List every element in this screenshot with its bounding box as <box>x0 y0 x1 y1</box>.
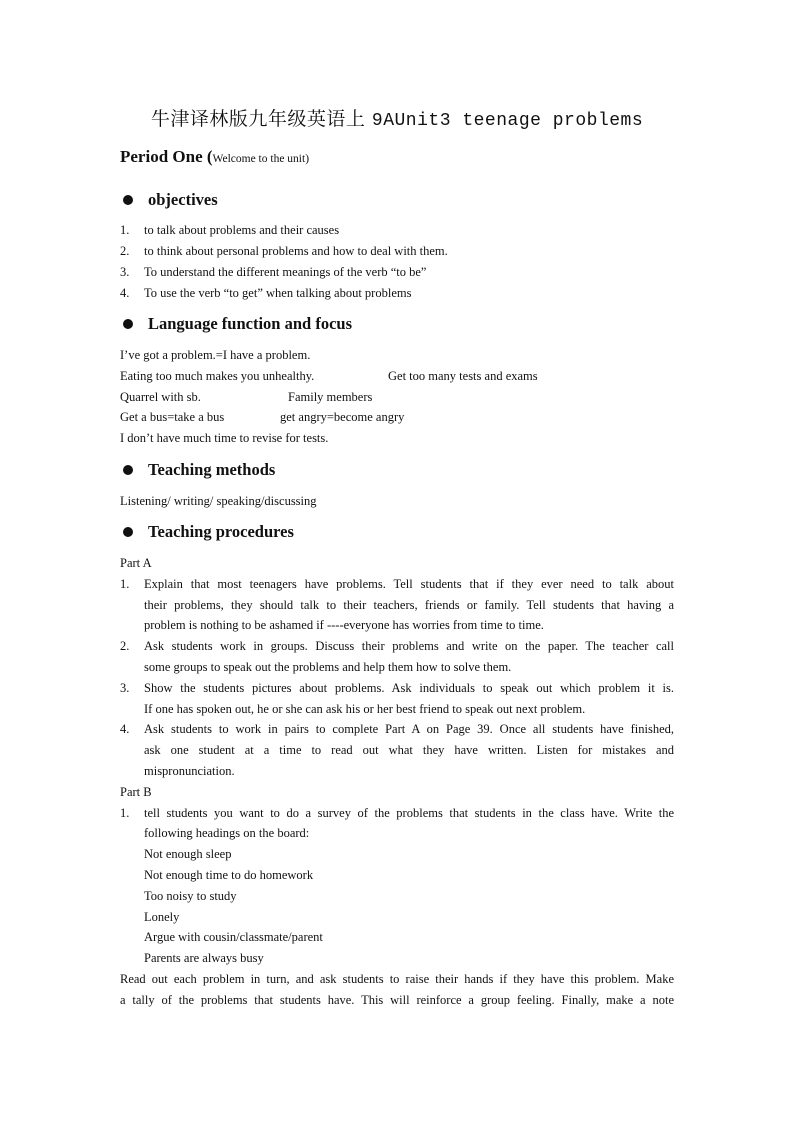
heading-list-item: Not enough time to do homework <box>144 868 314 882</box>
heading-list-item: Not enough sleep <box>144 847 232 861</box>
step-text: Explain that most teenagers have problems. Tell students that if they ever need to talk about <box>144 577 674 591</box>
objectives-heading <box>120 190 218 210</box>
objective-num: 1. <box>120 223 130 237</box>
objective-num: 4. <box>120 286 130 300</box>
period-main: Period One ( <box>120 147 213 166</box>
language-line: Quarrel with sb. <box>120 390 201 404</box>
heading-list-item: Lonely <box>144 910 180 924</box>
language-line: Family members <box>288 390 373 404</box>
bullet-icon <box>123 319 133 329</box>
language-line: Get a bus=take a bus <box>120 410 225 424</box>
bullet-icon <box>123 195 133 205</box>
heading-list-item: Too noisy to study <box>144 889 237 903</box>
language-line: Get too many tests and exams <box>388 369 538 383</box>
step-num: 2. <box>120 639 130 653</box>
language-line: Eating too much makes you unhealthy. <box>120 369 315 383</box>
bullet-icon <box>123 527 133 537</box>
step-text: Show the students pictures about problems. Ask individuals to speak out which problem it is. <box>144 681 674 695</box>
step-text: tell students you want to do a survey of the problems that students in the class have. Write the <box>144 806 674 820</box>
methods-heading <box>120 460 275 480</box>
step-text: Ask students work in groups. Discuss their problems and write on the paper. The teacher call <box>144 639 674 653</box>
methods-text: Listening/ writing/ speaking/discussing <box>120 494 317 508</box>
methods-heading-text: Teaching methods <box>148 460 276 479</box>
title-latin: 9AUnit3 teenage problems <box>371 111 644 131</box>
procedures-heading-text: Teaching procedures <box>148 522 294 541</box>
language-heading-text: Language function and focus <box>148 314 353 333</box>
period-heading <box>120 147 309 167</box>
document-title <box>0 104 794 131</box>
language-line: get angry=become angry <box>280 410 405 424</box>
objective-item: To use the verb “to get” when talking about problems <box>144 286 412 300</box>
language-line: I don’t have much time to revise for tests. <box>120 431 329 445</box>
step-num: 3. <box>120 681 130 695</box>
title-chinese: 牛津译林版九年级英语上 <box>150 108 366 130</box>
bullet-icon <box>123 465 133 475</box>
step-text: following headings on the board: <box>144 826 310 840</box>
step-text: ask one student at a time to read out what they have written. Listen for mistakes and <box>144 743 674 757</box>
heading-list-item: Parents are always busy <box>144 951 264 965</box>
objective-item: To understand the different meanings of the verb “to be” <box>144 265 427 279</box>
step-text: If one has spoken out, he or she can ask his or her best friend to speak out next problem. <box>144 702 586 716</box>
language-heading <box>120 314 352 334</box>
objective-item: to think about personal problems and how to deal with them. <box>144 244 448 258</box>
language-line: I’ve got a problem.=I have a problem. <box>120 348 311 362</box>
objective-item: to talk about problems and their causes <box>144 223 340 237</box>
step-num: 4. <box>120 722 130 736</box>
part-a-label: Part A <box>120 556 152 570</box>
paragraph-line: Read out each problem in turn, and ask students to raise their hands if they have this problem. Make <box>120 972 674 986</box>
paragraph-line: a tally of the problems that students have. This will reinforce a group feeling. Finally, make a note <box>120 993 674 1007</box>
step-text: their problems, they should talk to their teachers, friends or family. Tell students that having a <box>144 598 674 612</box>
step-text: problem is nothing to be ashamed if ----everyone has worries from time to time. <box>144 618 544 632</box>
objectives-heading-text: objectives <box>148 190 218 209</box>
objective-num: 3. <box>120 265 130 279</box>
step-num: 1. <box>120 806 130 820</box>
step-num: 1. <box>120 577 130 591</box>
period-sub: Welcome to the unit) <box>212 153 310 165</box>
heading-list-item: Argue with cousin/classmate/parent <box>144 930 323 944</box>
step-text: Ask students to work in pairs to complete Part A on Page 39. Once all students have finished, <box>144 722 674 736</box>
objective-num: 2. <box>120 244 130 258</box>
step-text: some groups to speak out the problems and help them how to solve them. <box>144 660 512 674</box>
procedures-heading <box>120 522 294 542</box>
part-b-label: Part B <box>120 785 152 799</box>
step-text: mispronunciation. <box>144 764 235 778</box>
